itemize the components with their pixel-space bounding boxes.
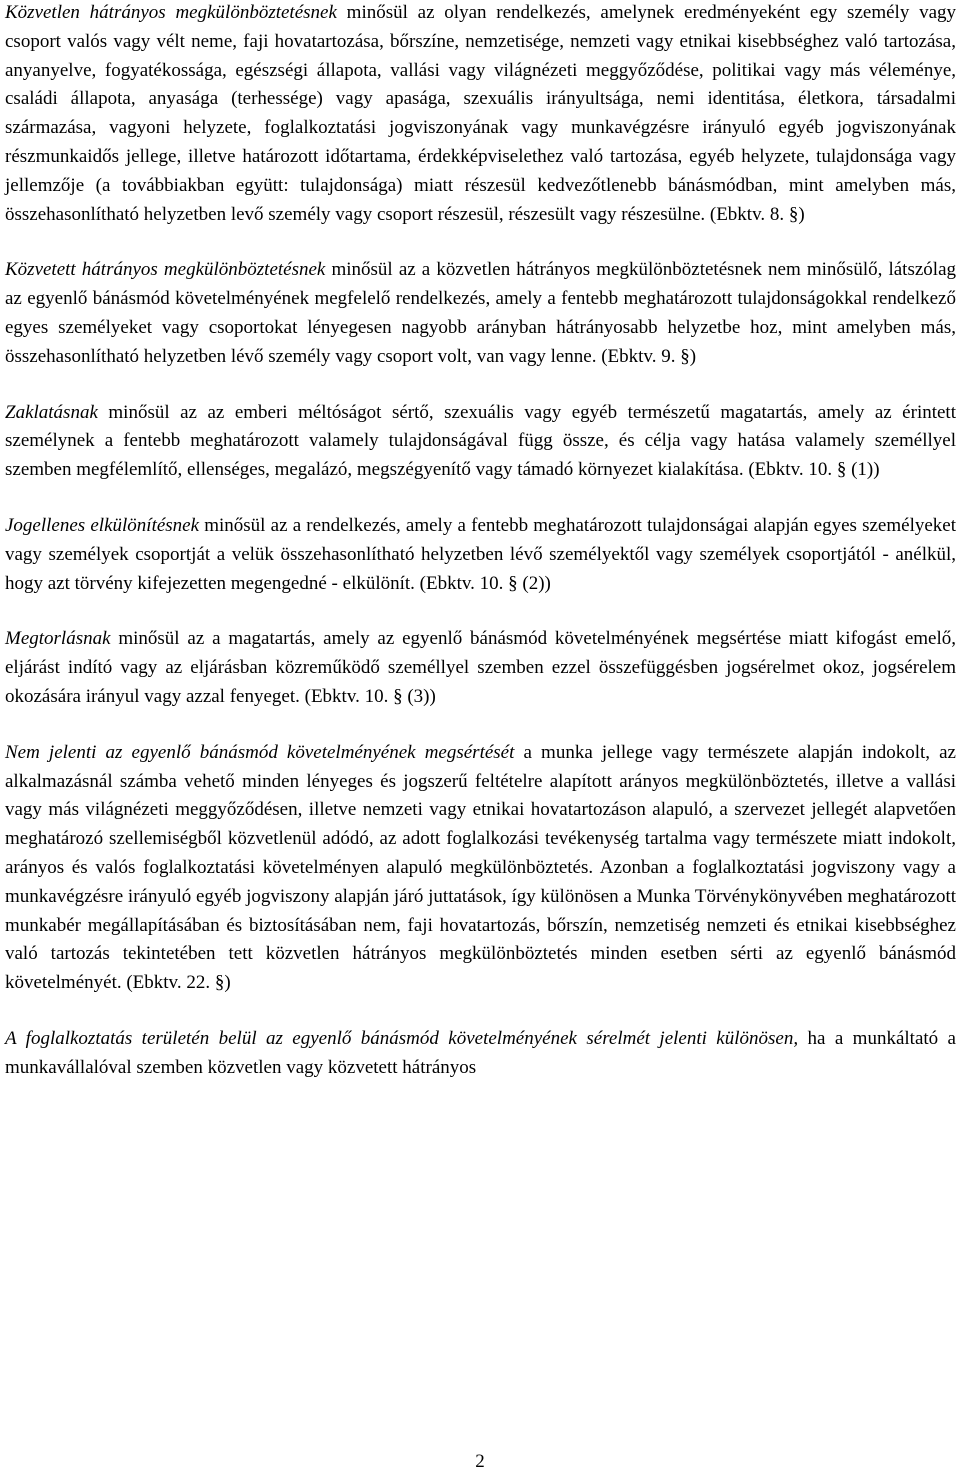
defined-term: Megtorlásnak — [5, 628, 111, 650]
paragraph-text: minősül az a közvetlen hátrányos megkülönböztetésnek nem minősülő, látszólag az egyenlő bánásmód követelményének megfelelő rendelkezés, amely a fentebb meghatározott tulajdonságokkal rendelkező egyes személyeket vagy csoportokat lényegesen nagyobb arányban hátrányosabb helyzetbe hoz, mint amelyben más, összehasonlítható helyzetben lévő személy vagy csoport volt, van vagy lenne. (Ebktv. 9. §) — [5, 259, 956, 367]
defined-term: Nem jelenti az egyenlő bánásmód követelményének megsértését — [5, 741, 515, 763]
paragraph-text: ha a munkáltató a munkavállalóval szemben közvetlen vagy közvetett hátrányos — [5, 1027, 956, 1078]
paragraph-text: a munka jellege vagy természete alapján indokolt, az alkalmazásnál számba vehető minden lényeges és jogszerű feltételre alapított arányos megkülönböztetés, illetve a vallási vagy más világnézeti meggyőződésen, illetve nemzeti vagy etnikai hovatartozáson alapuló, a szervezet jellegét alapvetően meghatározó szellemiségből közvetlenül adódó, az adott foglalkozási tevékenység tartalma vagy természete miatt indokolt, arányos és valós foglalkoztatási követelményen alapuló megkülönböztetés. Azonban a foglalkoztatási jogviszony vagy a munkavégzésre irányuló egyéb jogviszony alapján járó juttatások, így különösen a Munka Törvénykönyvében meghatározott munkabér megállapításában és biztosításában nem, faji hovatartozás, bőrszín, nemzetiség nemzeti és etnikai kisebbséghez való tartozás tekintetében tett közvetlen hátrányos megkülönböztetés minden esetben sérti az egyenlő bánásmód követelményét. (Ebktv. 22. §) — [5, 741, 956, 994]
paragraph-harassment — [5, 399, 956, 485]
page-number: 2 — [475, 1451, 485, 1472]
defined-term: Közvetlen hátrányos megkülönböztetésnek — [5, 2, 337, 23]
defined-term: Zaklatásnak — [5, 401, 98, 423]
paragraph-indirect-discrimination — [5, 256, 956, 371]
paragraph-employment — [5, 1025, 956, 1083]
paragraph-text: minősül az olyan rendelkezés, amelynek eredményeként egy személy vagy csoport valós vagy vélt neme, faji hovatartozása, bőrszíne, nemzetisége, nemzeti vagy etnikai kisebbséghez való tartozása, anyanyelve, fogyatékossága, egészségi állapota, vallási vagy világnézeti meggyőződése, politikai vagy más véleménye, családi állapota, anyasága (terhessége) vagy apasága, szexuális irányultsága, nemi identitása, életkora, társadalmi származása, vagyoni helyzete, foglalkoztatási jogviszonyának vagy munkavégzésre irányuló egyéb jogviszonyának részmunkaidős jellege, illetve határozott időtartama, érdekképviselethez való tartozása, egyéb helyzete, tulajdonsága vagy jellemzője (a továbbiakban együtt: tulajdonsága) miatt részesül kedvezőtlenebb bánásmódban, mint amelyben más, összehasonlítható helyzetben levő személy vagy csoport részesül, részesült vagy részesülne. (Ebktv. 8. §) — [5, 2, 957, 225]
paragraph-text: minősül az az emberi méltóságot sértő, szexuális vagy egyéb természetű magatartás, amely az érintett személynek a fentebb meghatározott valamely tulajdonságával függ össze, és célja vagy hatása valamely személlyel szemben megfélemlítő, ellenséges, megalázó, megszégyenítő vagy támadó környezet kialakítása. (Ebktv. 10. § (1)) — [5, 401, 956, 481]
paragraph-retaliation — [5, 625, 956, 711]
defined-term: A foglalkoztatás területén belül az egyenlő bánásmód követelményének sérelmét jelenti különösen, — [5, 1027, 799, 1049]
paragraph-text: minősül az a magatartás, amely az egyenlő bánásmód követelményének megsértése miatt kifogást emelő, eljárást indító vagy az eljárásban közreműködő személlyel szemben ezzel összefüggésben jogsérelmet okoz, jogsérelem okozására irányul vagy azzal fenyeget. (Ebktv. 10. § (3)) — [5, 628, 956, 707]
paragraph-direct-discrimination — [5, 0, 956, 229]
paragraph-segregation — [5, 512, 956, 598]
paragraph-exceptions — [5, 739, 956, 998]
paragraph-text: minősül az a rendelkezés, amely a fentebb meghatározott tulajdonságai alapján egyes személyeket vagy személyek csoportját a velük összehasonlítható helyzetben lévő személyektől vagy személyek csoportjától - anélkül, hogy azt törvény kifejezetten megengedné - elkülönít. (Ebktv. 10. § (2)) — [5, 514, 956, 594]
defined-term: Jogellenes elkülönítésnek — [5, 514, 200, 536]
defined-term: Közvetett hátrányos megkülönböztetésnek — [5, 259, 326, 281]
